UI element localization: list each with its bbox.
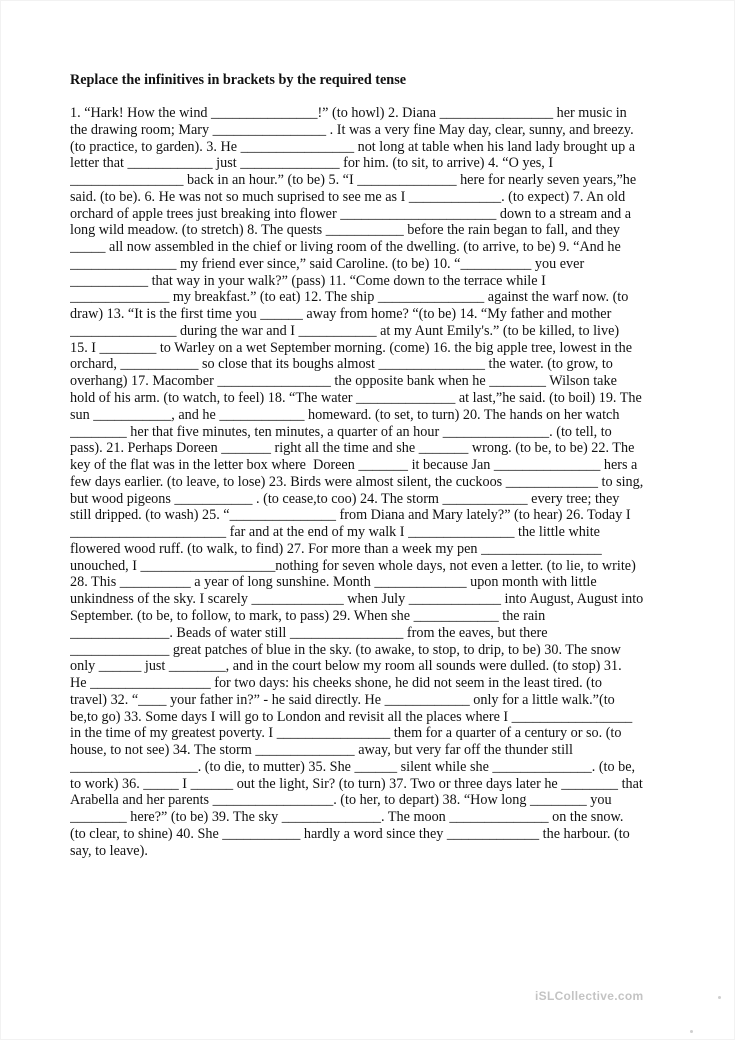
exercise-line: ___________ that way in your walk?” (pass) 11. “Come down to the terrace while I (70, 272, 546, 289)
exercise-line: ______________________ far and at the end of my walk I _______________ the little white (70, 524, 600, 541)
exercise-line: letter that ____________ just ______________ for him. (to sit, to arrive) 4. “O yes, I (70, 155, 554, 172)
exercise-line: _______________ during the war and I ___________ at my Aunt Emily's.” (to be killed, to live) (70, 322, 620, 339)
exercise-line: ________________ back in an hour.” (to be) 5. “I ______________ here for nearly seven years,”he (70, 172, 637, 189)
exercise-line: house, to not see) 34. The storm ______________ away, but very far off the thunder still (70, 742, 573, 759)
worksheet-title: Replace the infinitives in brackets by the required tense (70, 72, 407, 88)
exercise-line: still dripped. (to wash) 25. “_______________ from Diana and Mary lately?” (to hear) 26. Today I (70, 507, 631, 524)
exercise-line: ______________ my breakfast.” (to eat) 12. The ship _______________ against the warf now. (to (70, 289, 629, 306)
exercise-line: 1. “Hark! How the wind _______________!” (to howl) 2. Diana ________________ her music in (70, 105, 627, 121)
exercise-line: ________ here?” (to be) 39. The sky ______________. The moon ______________ on the snow. (70, 809, 624, 826)
exercise-line: key of the flat was in the letter box where Doreen _______ it because Jan _______________ hers a (70, 457, 638, 474)
exercise-line: be,to go) 33. Some days I will go to London and revisit all the places where I _________________ (70, 708, 633, 725)
exercise-line: orchard, ___________ so close that its boughs almost _______________ the water. (to grow, to (70, 356, 613, 373)
exercise-line: sun ___________, and he ____________ homeward. (to set, to turn) 20. The hands on her watch (70, 406, 620, 423)
exercise-line: say, to leave). (70, 842, 148, 859)
exercise-line: to work) 36. _____ I ______ out the light, Sir? (to turn) 37. Two or three days later he ________ that (70, 775, 643, 792)
exercise-line: He _________________ for two days: his cheeks shone, he did not seem in the least tired. (to (70, 675, 602, 692)
exercise-line: said. (to be). 6. He was not so much suprised to see me as I _____________. (to expect) 7. An old (70, 188, 626, 205)
exercise-line: in the time of my greatest poverty. I ________________ them for a quarter of a century or so. (to (70, 725, 622, 742)
exercise-line: ______________. Beads of water still ________________ from the eaves, but there (70, 624, 548, 641)
exercise-line: (to practice, to garden). 3. He ________________ not long at table when his land lady brought up a (70, 138, 636, 155)
exercise-line: unouched, I ___________________nothing for seven whole days, not even a letter. (to lie, to write) (70, 557, 636, 574)
exercise-line: (to clear, to shine) 40. She ___________ hardly a word since they _____________ the harbour. (to (70, 825, 630, 842)
exercise-line: _____ all now assembled in the chief or living room of the dwelling. (to arrive, to be) 9. “And he (70, 239, 621, 256)
exercise-line: few days earlier. (to leave, to lose) 23. Birds were almost silent, the cuckoos _____________ to sing, (70, 473, 644, 490)
exercise-line: but wood pigeons ___________ . (to cease,to coo) 24. The storm ____________ every tree; they (70, 490, 620, 507)
exercise-line: orchard of apple trees just breaking into flower ______________________ down to a stream and a (70, 205, 632, 222)
exercise-line: draw) 13. “It is the first time you ______ away from home? “(to be) 14. “My father and mother (70, 306, 612, 323)
exercise-text (70, 105, 670, 859)
exercise-line: ________ her that five minutes, ten minutes, a quarter of an hour _______________. (to tell, to (70, 423, 612, 440)
exercise-line: Arabella and her parents _________________. (to her, to depart) 38. “How long ________ you (70, 792, 612, 809)
exercise-line: the drawing room; Mary ________________ . It was a very fine May day, clear, sunny, and breezy. (70, 121, 634, 138)
exercise-line: hold of his arm. (to watch, to feel) 18. “The water ______________ at last,”he said. (to boil) 19. The (70, 390, 642, 407)
exercise-line: __________________. (to die, to mutter) 35. She ______ silent while she ______________. (to be, (70, 758, 636, 775)
site-watermark: iSLCollective.com (535, 989, 644, 1003)
watermark-dot (718, 996, 721, 999)
exercise-line: flowered wood ruff. (to walk, to find) 27. For more than a week my pen _________________ (70, 540, 602, 557)
exercise-line: only ______ just ________, and in the court below my room all sounds were dulled. (to stop) 31. (70, 658, 622, 675)
exercise-line: travel) 32. “____ your father in?” - he said directly. He ____________ only for a little walk.”(to (70, 691, 615, 708)
exercise-line: overhang) 17. Macomber ________________ the opposite bank when he ________ Wilson take (70, 373, 617, 390)
exercise-line: 15. I ________ to Warley on a wet September morning. (come) 16. the big apple tree, lowest in the (70, 339, 633, 356)
exercise-line: pass). 21. Perhaps Doreen _______ right all the time and she _______ wrong. (to be, to be) 22. The (70, 440, 635, 457)
watermark-dot (690, 1030, 693, 1033)
exercise-line: 28. This __________ a year of long sunshine. Month _____________ upon month with little (70, 574, 597, 591)
exercise-line: ______________ great patches of blue in the sky. (to awake, to stop, to drip, to be) 30. The snow (70, 641, 621, 658)
exercise-line: long wild meadow. (to stretch) 8. The quests ___________ before the rain began to fall, and they (70, 222, 621, 239)
exercise-line: unkindness of the sky. I scarely _____________ when July _____________ into August, August into (70, 591, 644, 608)
exercise-line: September. (to be, to follow, to mark, to pass) 29. When she ____________ the rain (70, 607, 546, 624)
exercise-line: _______________ my friend ever since,” said Caroline. (to be) 10. “__________ you ever (70, 255, 585, 272)
